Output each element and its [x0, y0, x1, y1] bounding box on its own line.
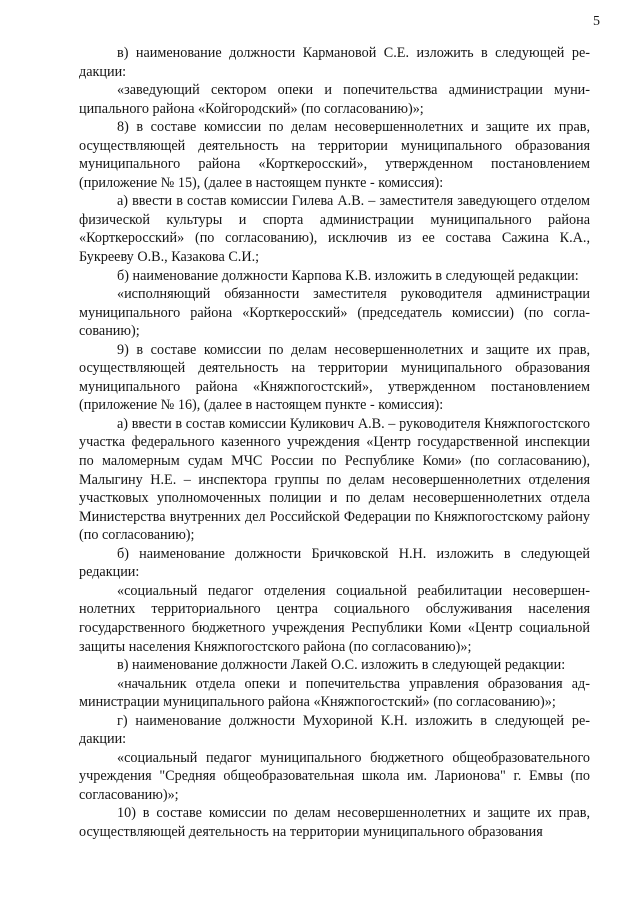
paragraph: 8) в составе комиссии по делам несовершеннолетних и защите их прав, осуществляющей деятельность на территории муниципального образования муниципального района «Корткеросский», утвержденном постановлением (приложение № 15), (далее в настоящем пункте - комиссия): — [79, 119, 590, 191]
paragraph: в) наименование должности Кармановой С.Е. изложить в следующей редакции: — [79, 45, 590, 80]
paragraph: б) наименование должности Бричковской Н.Н. изложить в следующей редакции: — [79, 545, 590, 581]
paragraph: 9) в составе комиссии по делам несовершеннолетних и защите их прав, осуществляющей деятельность на территории муниципального образования муниципального района «Княжпогостский», утвержденном постановлением (приложение № 16), (далее в настоящем пункте - комиссия): — [79, 341, 590, 414]
paragraph: «исполняющий обязанности заместителя руководителя администрации муниципального района «Корткеросский» (председатель комиссии) (по согласованию); — [79, 286, 590, 340]
paragraph: «начальник отдела опеки и попечительства управления образования администрации муниципального района «Княжпогостский» (по согласованию)»; — [79, 675, 590, 711]
document-body — [79, 44, 590, 842]
paragraph: «социальный педагог муниципального бюджетного общеобразовательного учреждения "Средняя общеобразовательная школа им. Ларионова" г. Емвы (по согласованию)»; — [79, 749, 590, 803]
paragraph: г) наименование должности Мухориной К.Н. изложить в следующей редакции: — [79, 712, 590, 748]
paragraph: б) наименование должности Карпова К.В. изложить в следующей редакции: — [117, 267, 579, 284]
paragraph: «социальный педагог отделения социальной реабилитации несовершеннолетних территориального центра социального обслуживания населения государственного бюджетного учреждения Республики Коми «Центр социальной защиты населения Княжпогостского района (по согласованию)»; — [79, 582, 590, 655]
paragraph: а) ввести в состав комиссии Куликович А.В. – руководителя Княжпогостского участка федерального казенного учреждения «Центр государственной инспекции по маломерным судам МЧС России по Республике Коми» (по согласованию), Малыгину Н.Е. – инспектора группы по делам несовершеннолетних отделения участковых уполномоченных полиции и по делам несовершеннолетних отдела Министерства внутренних дел Российской Федерации по Княжпогостскому району (по согласованию); — [79, 415, 590, 544]
paragraph: «заведующий сектором опеки и попечительства администрации муниципального района «Койгородский» (по согласованию)»; — [79, 82, 590, 117]
paragraph: 10) в составе комиссии по делам несовершеннолетних и защите их прав, осуществляющей деятельность на территории муниципального образования — [79, 805, 590, 840]
paragraph: в) наименование должности Лакей О.С. изложить в следующей редакции: — [117, 657, 566, 674]
page-number: 5 — [593, 14, 600, 29]
paragraph: а) ввести в состав комиссии Гилева А.В. – заместителя заведующего отделом физической культуры и спорта администрации муниципального района «Корткеросский» (по согласованию), исключив из ее состава Сажина К.А., Букрееву О.В., Казакова С.И.; — [79, 193, 590, 266]
